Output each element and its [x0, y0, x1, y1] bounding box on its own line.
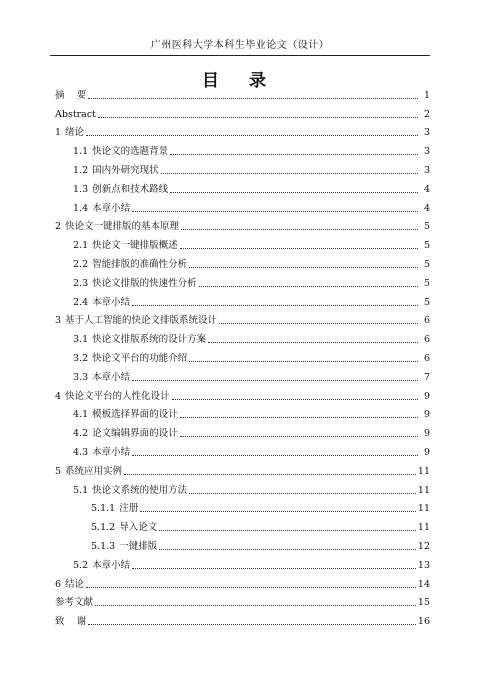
toc-entry-page: 6	[423, 352, 430, 364]
toc-entry[interactable]	[55, 83, 430, 102]
toc-leader-dots	[86, 586, 416, 588]
toc-entry-page: 9	[423, 428, 430, 440]
toc-leader-dots	[189, 266, 418, 268]
toc-entry-title: 快论文的选题背景	[92, 146, 169, 158]
toc-entry-title: 智能排版的准确性分析	[92, 258, 188, 270]
toc-leader-dots	[180, 247, 418, 249]
toc-entry-number: 5.1.2	[91, 522, 116, 534]
toc-entry-number: 5.1.1	[91, 503, 116, 515]
toc-entry-page: 11	[417, 465, 430, 477]
toc-entry-title: 基于人工智能的快论文排版系统设计	[65, 315, 218, 327]
toc-entry[interactable]	[55, 102, 430, 121]
toc-entry-page: 9	[423, 390, 430, 402]
toc-entry[interactable]	[55, 572, 430, 591]
toc-entry-page: 5	[423, 258, 430, 270]
toc-entry-page: 6	[423, 315, 430, 327]
toc-entry-page: 4	[423, 202, 430, 214]
toc-leader-dots	[140, 510, 416, 512]
toc-entry-page: 5	[423, 277, 430, 289]
toc-entry-page: 5	[423, 221, 430, 233]
toc-entry-number: 3	[55, 315, 62, 327]
toc-entry[interactable]	[55, 478, 430, 497]
toc-entry[interactable]	[55, 121, 430, 140]
toc-entry-page: 11	[417, 484, 430, 496]
toc-entry-title: 模板选择界面的设计	[92, 409, 178, 421]
toc-entry[interactable]	[55, 196, 430, 215]
toc-entry[interactable]	[55, 553, 430, 572]
toc-entry-title: 创新点和技术路线	[92, 183, 169, 195]
toc-entry-page: 13	[417, 559, 430, 571]
toc-leader-dots	[219, 322, 418, 324]
toc-leader-dots	[181, 228, 418, 230]
toc-leader-dots	[180, 435, 418, 437]
toc-entry[interactable]	[55, 215, 430, 234]
toc-entry-number: 3.2	[73, 352, 89, 364]
toc-entry-number: 4	[55, 390, 62, 402]
toc-entry-page: 5	[423, 296, 430, 308]
toc-entry-title: 快论文系统的使用方法	[92, 484, 188, 496]
toc-leader-dots	[132, 454, 418, 456]
toc-entry[interactable]	[55, 309, 430, 328]
page-header: 广州医科大学本科生毕业论文（设计）	[50, 36, 430, 56]
toc-entry-page: 9	[423, 409, 430, 421]
toc-entry[interactable]	[55, 609, 430, 628]
toc-entry[interactable]	[55, 421, 430, 440]
toc-entry[interactable]	[55, 290, 430, 309]
toc-leader-dots	[86, 134, 418, 136]
toc-leader-dots	[88, 623, 416, 625]
toc-entry-number: 3.3	[73, 371, 89, 383]
toc-entry-number: 5	[55, 465, 62, 477]
toc-entry[interactable]	[55, 346, 430, 365]
toc-entry-number: 2.2	[73, 258, 89, 270]
toc-entry[interactable]	[55, 158, 430, 177]
toc-entry-title: 导入论文	[119, 522, 158, 534]
toc-entry[interactable]	[55, 365, 430, 384]
toc-entry-number: 1	[55, 127, 62, 139]
table-of-contents	[55, 83, 430, 628]
toc-entry-number: 1.4	[73, 202, 89, 214]
toc-entry-page: 14	[417, 578, 430, 590]
toc-entry-title: 快论文一键排版的基本原理	[65, 221, 180, 233]
toc-leader-dots	[132, 210, 418, 212]
toc-entry-page: 3	[423, 146, 430, 158]
toc-entry-number: 5.1.3	[91, 540, 116, 552]
toc-entry[interactable]	[55, 271, 430, 290]
toc-entry-title: Abstract	[55, 108, 96, 120]
toc-entry-title: 快论文一键排版概述	[92, 240, 178, 252]
toc-entry-title: 快论文平台的功能介绍	[92, 352, 188, 364]
toc-entry-page: 7	[423, 371, 430, 383]
toc-entry-page: 4	[423, 183, 430, 195]
toc-entry-number: 1.2	[73, 164, 89, 176]
toc-entry[interactable]	[55, 139, 430, 158]
toc-title: 目 录	[202, 71, 278, 91]
toc-entry-number: 2	[55, 221, 62, 233]
toc-leader-dots	[189, 360, 418, 362]
toc-entry[interactable]	[55, 327, 430, 346]
toc-leader-dots	[180, 416, 418, 418]
toc-entry-number: 2.1	[73, 240, 89, 252]
toc-entry-page: 2	[423, 108, 430, 120]
toc-entry-number: 1.1	[73, 146, 89, 158]
toc-entry[interactable]	[55, 403, 430, 422]
toc-entry-number: 6	[55, 578, 62, 590]
toc-entry[interactable]	[55, 497, 430, 516]
toc-entry-page: 12	[417, 540, 430, 552]
toc-entry-number: 5.2	[73, 559, 89, 571]
toc-leader-dots	[208, 341, 418, 343]
toc-entry[interactable]	[55, 177, 430, 196]
toc-entry-title: 本章小结	[92, 559, 131, 571]
toc-entry[interactable]	[55, 384, 430, 403]
toc-leader-dots	[124, 473, 416, 475]
toc-entry-page: 6	[423, 334, 430, 346]
toc-leader-dots	[95, 604, 416, 606]
toc-entry-title: 论文编辑界面的设计	[92, 428, 178, 440]
toc-entry-title: 参考文献	[55, 597, 94, 609]
toc-entry-title: 本章小结	[92, 296, 131, 308]
toc-entry-title: 快论文平台的人性化设计	[65, 390, 170, 402]
toc-entry-title: 本章小结	[92, 371, 131, 383]
toc-entry-title: 一键排版	[119, 540, 158, 552]
toc-entry-page: 3	[423, 127, 430, 139]
toc-leader-dots	[132, 304, 418, 306]
toc-entry-number: 4.1	[73, 409, 89, 421]
toc-leader-dots	[170, 191, 418, 193]
toc-entry-number: 4.2	[73, 428, 89, 440]
toc-entry-page: 9	[423, 446, 430, 458]
toc-entry-page: 16	[417, 616, 430, 628]
toc-entry-page: 15	[417, 597, 430, 609]
toc-leader-dots	[132, 567, 416, 569]
toc-entry-title: 绪论	[65, 127, 85, 139]
toc-leader-dots	[98, 116, 418, 118]
toc-entry[interactable]	[55, 440, 430, 459]
toc-entry-number: 5.1	[73, 484, 89, 496]
toc-entry-title: 国内外研究现状	[92, 164, 159, 176]
toc-entry-title: 系统应用实例	[65, 465, 123, 477]
toc-entry[interactable]	[55, 534, 430, 553]
toc-entry-title: 摘 要	[55, 89, 87, 101]
toc-leader-dots	[132, 379, 418, 381]
toc-leader-dots	[172, 398, 418, 400]
toc-leader-dots	[170, 153, 418, 155]
toc-entry-number: 2.4	[73, 296, 89, 308]
toc-entry-number: 1.3	[73, 183, 89, 195]
toc-entry[interactable]	[55, 515, 430, 534]
toc-entry-title: 快论文排版系统的设计方案	[92, 334, 207, 346]
toc-entry-title: 致 谢	[55, 616, 87, 628]
toc-entry-title: 注册	[119, 503, 139, 515]
toc-leader-dots	[161, 172, 418, 174]
toc-entry-title: 结论	[65, 578, 85, 590]
toc-leader-dots	[159, 548, 416, 550]
toc-entry-page: 5	[423, 240, 430, 252]
toc-entry-page: 11	[417, 522, 430, 534]
toc-entry[interactable]	[55, 233, 430, 252]
toc-entry[interactable]	[55, 252, 430, 271]
toc-entry-title: 本章小结	[92, 202, 131, 214]
toc-leader-dots	[189, 492, 416, 494]
toc-entry-page: 1	[423, 89, 430, 101]
toc-entry-number: 2.3	[73, 277, 89, 289]
toc-leader-dots	[88, 97, 418, 99]
toc-entry[interactable]	[55, 591, 430, 610]
toc-entry-title: 本章小结	[92, 446, 131, 458]
toc-leader-dots	[199, 285, 418, 287]
toc-entry[interactable]	[55, 459, 430, 478]
toc-entry-number: 3.1	[73, 334, 89, 346]
toc-entry-page: 3	[423, 164, 430, 176]
toc-entry-number: 4.3	[73, 446, 89, 458]
toc-leader-dots	[159, 529, 416, 531]
toc-entry-title: 快论文排版的快速性分析	[92, 277, 197, 289]
toc-entry-page: 11	[417, 503, 430, 515]
